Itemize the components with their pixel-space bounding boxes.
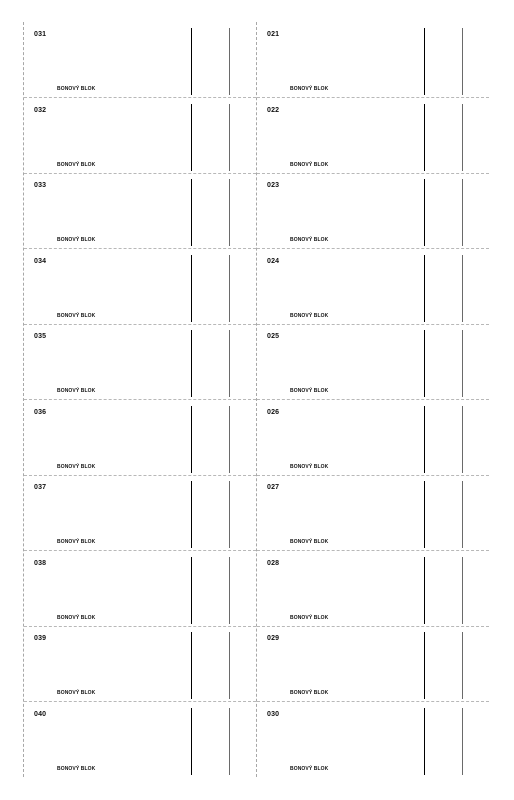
ticket-number: 032 xyxy=(34,106,47,114)
ticket-divider-line xyxy=(424,708,425,775)
ticket-stub-line xyxy=(462,632,463,699)
ticket xyxy=(257,702,489,777)
ticket-stub-line xyxy=(462,179,463,246)
ticket-number: 021 xyxy=(267,31,280,38)
ticket xyxy=(24,626,256,702)
ticket-stub-line xyxy=(462,708,463,775)
ticket-stub-line xyxy=(229,632,230,699)
ticket-number: 027 xyxy=(267,484,280,491)
ticket-number: 038 xyxy=(34,559,47,567)
ticket-label: BONOVÝ BLOK xyxy=(57,765,96,772)
ticket-stub-line xyxy=(229,708,230,775)
ticket-divider-line xyxy=(191,255,192,322)
ticket-number: 040 xyxy=(34,710,47,718)
ticket xyxy=(24,702,256,777)
ticket xyxy=(24,98,256,174)
ticket xyxy=(257,22,489,98)
ticket-divider-line xyxy=(424,255,425,322)
ticket-number: 023 xyxy=(267,182,280,189)
ticket-divider-line xyxy=(191,708,192,775)
ticket-number: 028 xyxy=(267,559,280,567)
ticket-label: BONOVÝ BLOK xyxy=(290,312,329,319)
ticket-label: BONOVÝ BLOK xyxy=(290,765,329,772)
ticket-stub-line xyxy=(229,179,230,246)
ticket-stub-line xyxy=(462,406,463,473)
ticket-divider-line xyxy=(191,481,192,548)
ticket-stub-line xyxy=(462,28,463,95)
ticket-divider-line xyxy=(191,632,192,699)
ticket-number: 039 xyxy=(34,635,47,642)
ticket xyxy=(24,551,256,627)
ticket xyxy=(257,475,489,551)
ticket-label: BONOVÝ BLOK xyxy=(290,539,329,545)
ticket-number: 034 xyxy=(34,257,47,265)
ticket-label: BONOVÝ BLOK xyxy=(57,161,96,168)
ticket-divider-line xyxy=(424,481,425,548)
ticket-stub-line xyxy=(229,28,230,95)
ticket-divider-line xyxy=(191,330,192,397)
ticket-label: BONOVÝ BLOK xyxy=(57,388,96,394)
ticket-divider-line xyxy=(424,632,425,699)
ticket-divider-line xyxy=(191,104,192,171)
ticket-number: 030 xyxy=(267,710,280,718)
ticket xyxy=(257,400,489,476)
ticket-label: BONOVÝ BLOK xyxy=(57,614,96,621)
ticket-label: BONOVÝ BLOK xyxy=(290,388,329,394)
ticket xyxy=(257,98,489,174)
ticket-number: 022 xyxy=(267,106,280,114)
ticket-divider-line xyxy=(424,104,425,171)
ticket-label: BONOVÝ BLOK xyxy=(57,690,96,696)
ticket-divider-line xyxy=(191,28,192,95)
ticket-stub-line xyxy=(229,330,230,397)
ticket-number: 029 xyxy=(267,635,280,642)
ticket-stub-line xyxy=(229,557,230,624)
ticket-label: BONOVÝ BLOK xyxy=(290,463,329,470)
ticket-divider-line xyxy=(191,557,192,624)
ticket-divider-line xyxy=(424,557,425,624)
ticket-label: BONOVÝ BLOK xyxy=(290,690,329,696)
ticket-stub-line xyxy=(462,104,463,171)
ticket-number: 037 xyxy=(34,484,47,491)
ticket-divider-line xyxy=(191,179,192,246)
ticket-number: 025 xyxy=(267,333,280,340)
ticket xyxy=(24,22,256,98)
ticket-divider-line xyxy=(191,406,192,473)
ticket xyxy=(257,324,489,400)
ticket xyxy=(257,551,489,627)
ticket-stub-line xyxy=(229,255,230,322)
ticket xyxy=(24,324,256,400)
ticket-label: BONOVÝ BLOK xyxy=(290,614,329,621)
ticket-stub-line xyxy=(462,481,463,548)
ticket-label: BONOVÝ BLOK xyxy=(290,161,329,168)
ticket xyxy=(257,626,489,702)
ticket-stub-line xyxy=(462,557,463,624)
ticket xyxy=(24,475,256,551)
ticket-number: 024 xyxy=(267,257,280,265)
ticket-label: BONOVÝ BLOK xyxy=(57,463,96,470)
ticket xyxy=(24,173,256,249)
ticket-stub-line xyxy=(229,406,230,473)
ticket-number: 036 xyxy=(34,408,47,416)
ticket-divider-line xyxy=(424,179,425,246)
ticket-divider-line xyxy=(424,330,425,397)
ticket-column-right xyxy=(256,22,489,777)
ticket-number: 031 xyxy=(34,31,47,38)
ticket xyxy=(24,400,256,476)
ticket xyxy=(24,249,256,325)
ticket-label: BONOVÝ BLOK xyxy=(290,237,329,243)
ticket-number: 035 xyxy=(34,333,47,340)
ticket-label: BONOVÝ BLOK xyxy=(57,312,96,319)
ticket-label: BONOVÝ BLOK xyxy=(57,86,96,92)
ticket-column-left xyxy=(23,22,256,777)
ticket-divider-line xyxy=(424,406,425,473)
ticket-stub-line xyxy=(462,255,463,322)
ticket xyxy=(257,173,489,249)
ticket-stub-line xyxy=(229,481,230,548)
ticket-label: BONOVÝ BLOK xyxy=(57,237,96,243)
ticket-label: BONOVÝ BLOK xyxy=(57,539,96,545)
ticket-label: BONOVÝ BLOK xyxy=(290,86,329,92)
ticket-divider-line xyxy=(424,28,425,95)
ticket-stub-line xyxy=(462,330,463,397)
ticket-stub-line xyxy=(229,104,230,171)
ticket-number: 026 xyxy=(267,408,280,416)
ticket xyxy=(257,249,489,325)
ticket-number: 033 xyxy=(34,182,47,189)
